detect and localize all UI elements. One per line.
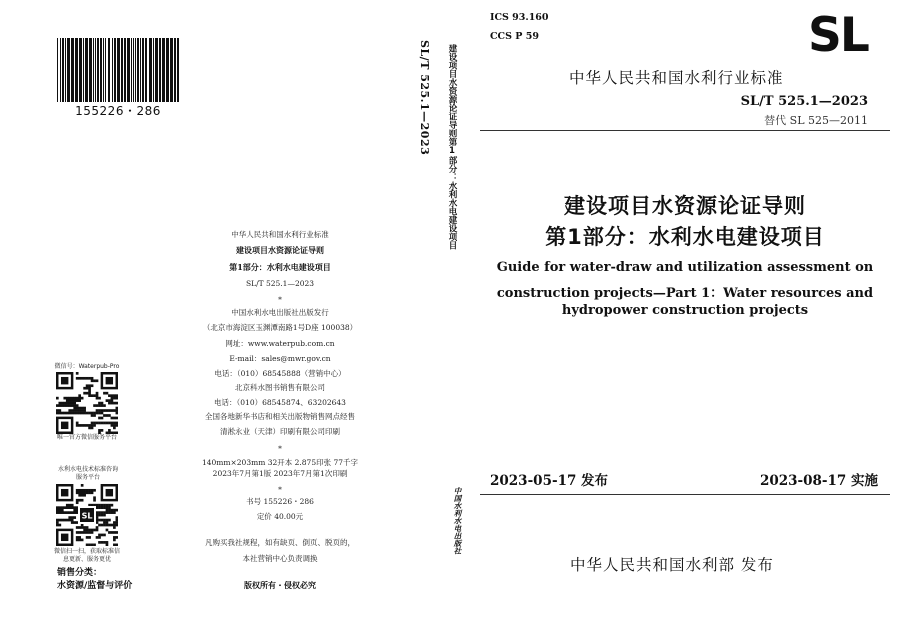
- publish-date: 2023-05-17 发布: [490, 473, 609, 489]
- info-line: 定价 40.00元: [256, 512, 304, 521]
- qr-code-icon: [56, 372, 118, 434]
- divider: [480, 130, 890, 131]
- info-line: 清淞永业（天津）印刷有限公司印刷: [220, 427, 340, 436]
- issuer: 中华人民共和国水利部 发布: [570, 556, 774, 574]
- standard-category: 中华人民共和国水利行业标准: [569, 69, 784, 87]
- sales-category-value: 水资源/监督与评价: [57, 581, 133, 591]
- info-line: *: [278, 295, 282, 304]
- qr1-caption-bottom: 唯一官方微信服务平台: [56, 434, 117, 441]
- info-line: *: [278, 444, 282, 453]
- info-line: 建设项目水资源论证导则: [236, 245, 324, 255]
- sl-logo: SL: [808, 8, 868, 63]
- title-english-line-2: construction projects—Part 1：Water resources and: [496, 286, 874, 301]
- info-line: 140mm×203mm 32开本 2.875印张 77千字: [201, 458, 359, 467]
- info-line: 2023年7月第1版 2023年7月第1次印刷: [212, 469, 348, 478]
- qr1-caption-top: 微信号：Waterpub-Pro: [54, 363, 120, 370]
- info-line: 全国各地新华书店和相关出版物销售网点经售: [205, 412, 355, 421]
- info-line: SL/T 525.1—2023: [245, 279, 315, 288]
- title-chinese-line-2: 第1部分：水利水电建设项目: [545, 225, 825, 249]
- qr2-caption-bottom: 微信扫一扫，获取标准信息更新、服务更优: [54, 548, 121, 563]
- notice-line-1: 凡购买我社规程，如有缺页、倒页、脱页的，: [205, 538, 355, 547]
- spine-title: 建设项目水资源论证导则第1部分：水利水电建设项目: [447, 44, 457, 250]
- svg-text:SL: SL: [81, 511, 93, 521]
- implement-date: 2023-08-17 实施: [759, 473, 878, 489]
- info-line: 中华人民共和国水利行业标准: [231, 230, 329, 239]
- info-line: 网址：www.waterpub.com.cn: [225, 339, 335, 348]
- spine-publisher: 中国水利水电出版社: [453, 487, 462, 555]
- ccs-code: CCS P 59: [490, 31, 539, 42]
- spine-standard-code: SL/T 525.1—2023: [418, 40, 431, 156]
- info-line: 书号 155226・286: [246, 497, 314, 506]
- info-line: （北京市海淀区玉渊潭南路1号D座 100038）: [202, 323, 358, 332]
- sales-category-label: 销售分类：: [57, 568, 103, 578]
- barcode-number: 155226・286: [75, 104, 161, 118]
- qr-code-icon: [56, 484, 118, 546]
- qr2-caption-top: 水利水电技术标准咨询服务平台: [57, 466, 118, 481]
- info-line: 中国水利水电出版社出版发行: [231, 308, 329, 317]
- info-line: 第1部分：水利水电建设项目: [229, 262, 331, 272]
- info-line: *: [278, 485, 282, 494]
- info-line: E-mail：sales@mwr.gov.cn: [229, 354, 331, 363]
- divider: [480, 494, 890, 495]
- title-english-line-3: hydropower construction projects: [561, 303, 809, 318]
- info-line: 电话：（010）68545874、63202643: [214, 398, 346, 407]
- title-english-line-1: Guide for water-draw and utilization assessment on: [496, 260, 874, 275]
- info-line: 电话：（010）68545888（营销中心）: [214, 369, 346, 378]
- copyright: 版权所有・侵权必究: [244, 580, 316, 590]
- barcode: [57, 38, 179, 102]
- ics-code: ICS 93.160: [490, 12, 549, 23]
- standard-number: SL/T 525.1—2023: [740, 94, 868, 109]
- info-line: 北京科水图书销售有限公司: [235, 383, 325, 392]
- replaces-note: 替代 SL 525—2011: [764, 114, 868, 127]
- title-chinese-line-1: 建设项目水资源论证导则: [564, 194, 806, 218]
- notice-line-2: 本社营销中心负责调换: [242, 554, 318, 563]
